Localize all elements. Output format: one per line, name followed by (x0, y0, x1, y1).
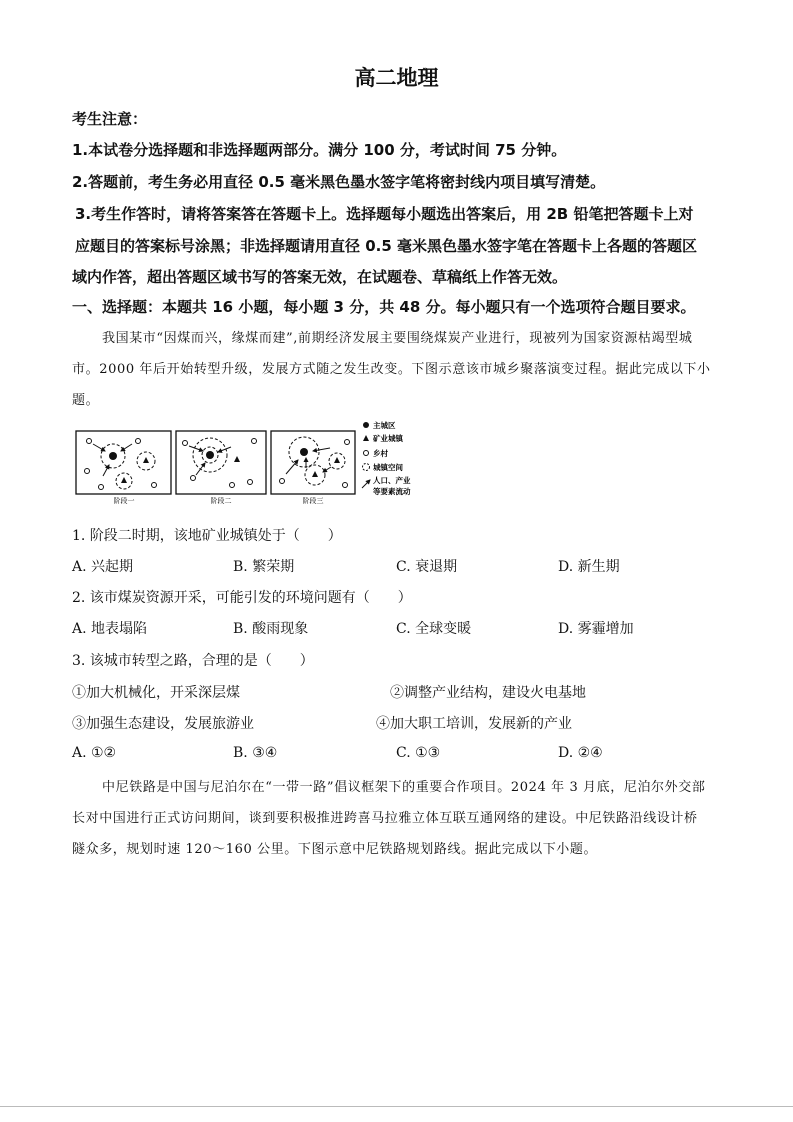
question-2-stem: 2. 该市煤炭资源开采，可能引发的环境问题有（ ） (72, 590, 412, 606)
passage-2-line-2: 长对中国进行正式访问期间，谈到要积极推进跨喜马拉雅立体互联互通网络的建设。中尼铁路沿线设计桥 (72, 811, 698, 826)
page-title: 高二地理 (354, 66, 439, 90)
question-3-choice-1: ①加大机械化，开采深层煤 (72, 685, 240, 701)
question-1-option-a: A. 兴起期 (72, 559, 134, 575)
stage-2-label: 阶段二 (210, 497, 232, 505)
passage-2-line-3: 隧众多，规划时速 120～160 公里。下图示意中尼铁路规划路线。据此完成以下小题。 (72, 842, 598, 857)
question-2-option-c: C. 全球变暖 (396, 621, 472, 637)
legend-flow-line-2: 等要素流动 (373, 487, 411, 496)
notice-item-3-line-1: 3.考生作答时，请将答案答在答题卡上。选择题每小题选出答案后，用 2B 铅笔把答题卡上对 (75, 205, 694, 223)
notice-item-2: 2.答题前，考生务必用直径 0.5 毫米黑色墨水签字笔将密封线内项目填写清楚。 (72, 173, 606, 191)
stage-2-panel (176, 431, 266, 494)
question-3-option-a: A. ①② (72, 745, 117, 761)
figure-legend (362, 420, 411, 496)
question-2-option-b: B. 酸雨现象 (233, 621, 309, 637)
stage-1-label: 阶段一 (113, 497, 135, 505)
stage-3-panel (271, 431, 355, 494)
question-3-choice-3: ③加强生态建设，发展旅游业 (72, 716, 254, 732)
question-3-option-b: B. ③④ (233, 745, 278, 761)
passage-1-line-2: 市。2000 年后开始转型升级，发展方式随之发生改变。下图示意该市城乡聚落演变过程。据此完成以下小 (72, 362, 711, 377)
question-3-option-d: D. ②④ (558, 745, 603, 761)
legend-urban-space: 城镇空间 (373, 463, 403, 472)
question-3-choice-4: ④加大职工培训，发展新的产业 (376, 716, 572, 732)
question-2-option-a: A. 地表塌陷 (72, 621, 148, 637)
legend-mining-town: 矿业城镇 (373, 434, 403, 443)
question-1-option-d: D. 新生期 (558, 559, 620, 575)
question-3-option-c: C. ①③ (396, 745, 441, 761)
legend-flow-line-1: 人口、产业 (373, 476, 411, 485)
section-heading: 一、选择题：本题共 16 小题，每小题 3 分，共 48 分。每小题只有一个选项符合题目要求。 (72, 298, 696, 316)
question-3-stem: 3. 该城市转型之路，合理的是（ ） (72, 653, 314, 669)
stage-3-label: 阶段三 (302, 497, 324, 505)
notice-item-1: 1.本试卷分选择题和非选择题两部分。满分 100 分，考试时间 75 分钟。 (72, 141, 567, 159)
passage-1-line-1: 我国某市“因煤而兴，缘煤而建”,前期经济发展主要围绕煤炭产业进行，现被列为国家资源枯竭型城 (102, 331, 693, 346)
question-1-option-b: B. 繁荣期 (233, 559, 295, 575)
settlement-evolution-figure (72, 418, 432, 506)
legend-main-city: 主城区 (373, 421, 396, 430)
passage-1-line-3: 题。 (72, 393, 100, 408)
notice-item-3-line-3: 域内作答，超出答题区域书写的答案无效，在试题卷、草稿纸上作答无效。 (72, 268, 568, 286)
question-1-option-c: C. 衰退期 (396, 559, 458, 575)
question-2-option-d: D. 雾霾增加 (558, 621, 634, 637)
question-3-choice-2: ②调整产业结构，建设火电基地 (390, 685, 586, 701)
page-bottom-rule (0, 1106, 793, 1107)
stage-1-panel (76, 431, 171, 494)
question-1-stem: 1. 阶段二时期，该地矿业城镇处于（ ） (72, 528, 342, 544)
notice-item-3-line-2: 应题目的答案标号涂黑；非选择题请用直径 0.5 毫米黑色墨水签字笔在答题卡上各题的答题区 (75, 237, 698, 255)
notice-heading: 考生注意： (72, 110, 148, 128)
passage-2-line-1: 中尼铁路是中国与尼泊尔在“一带一路”倡议框架下的重要合作项目。2024 年 3 月底，尼泊尔外交部 (102, 780, 706, 795)
legend-village: 乡村 (373, 449, 388, 458)
